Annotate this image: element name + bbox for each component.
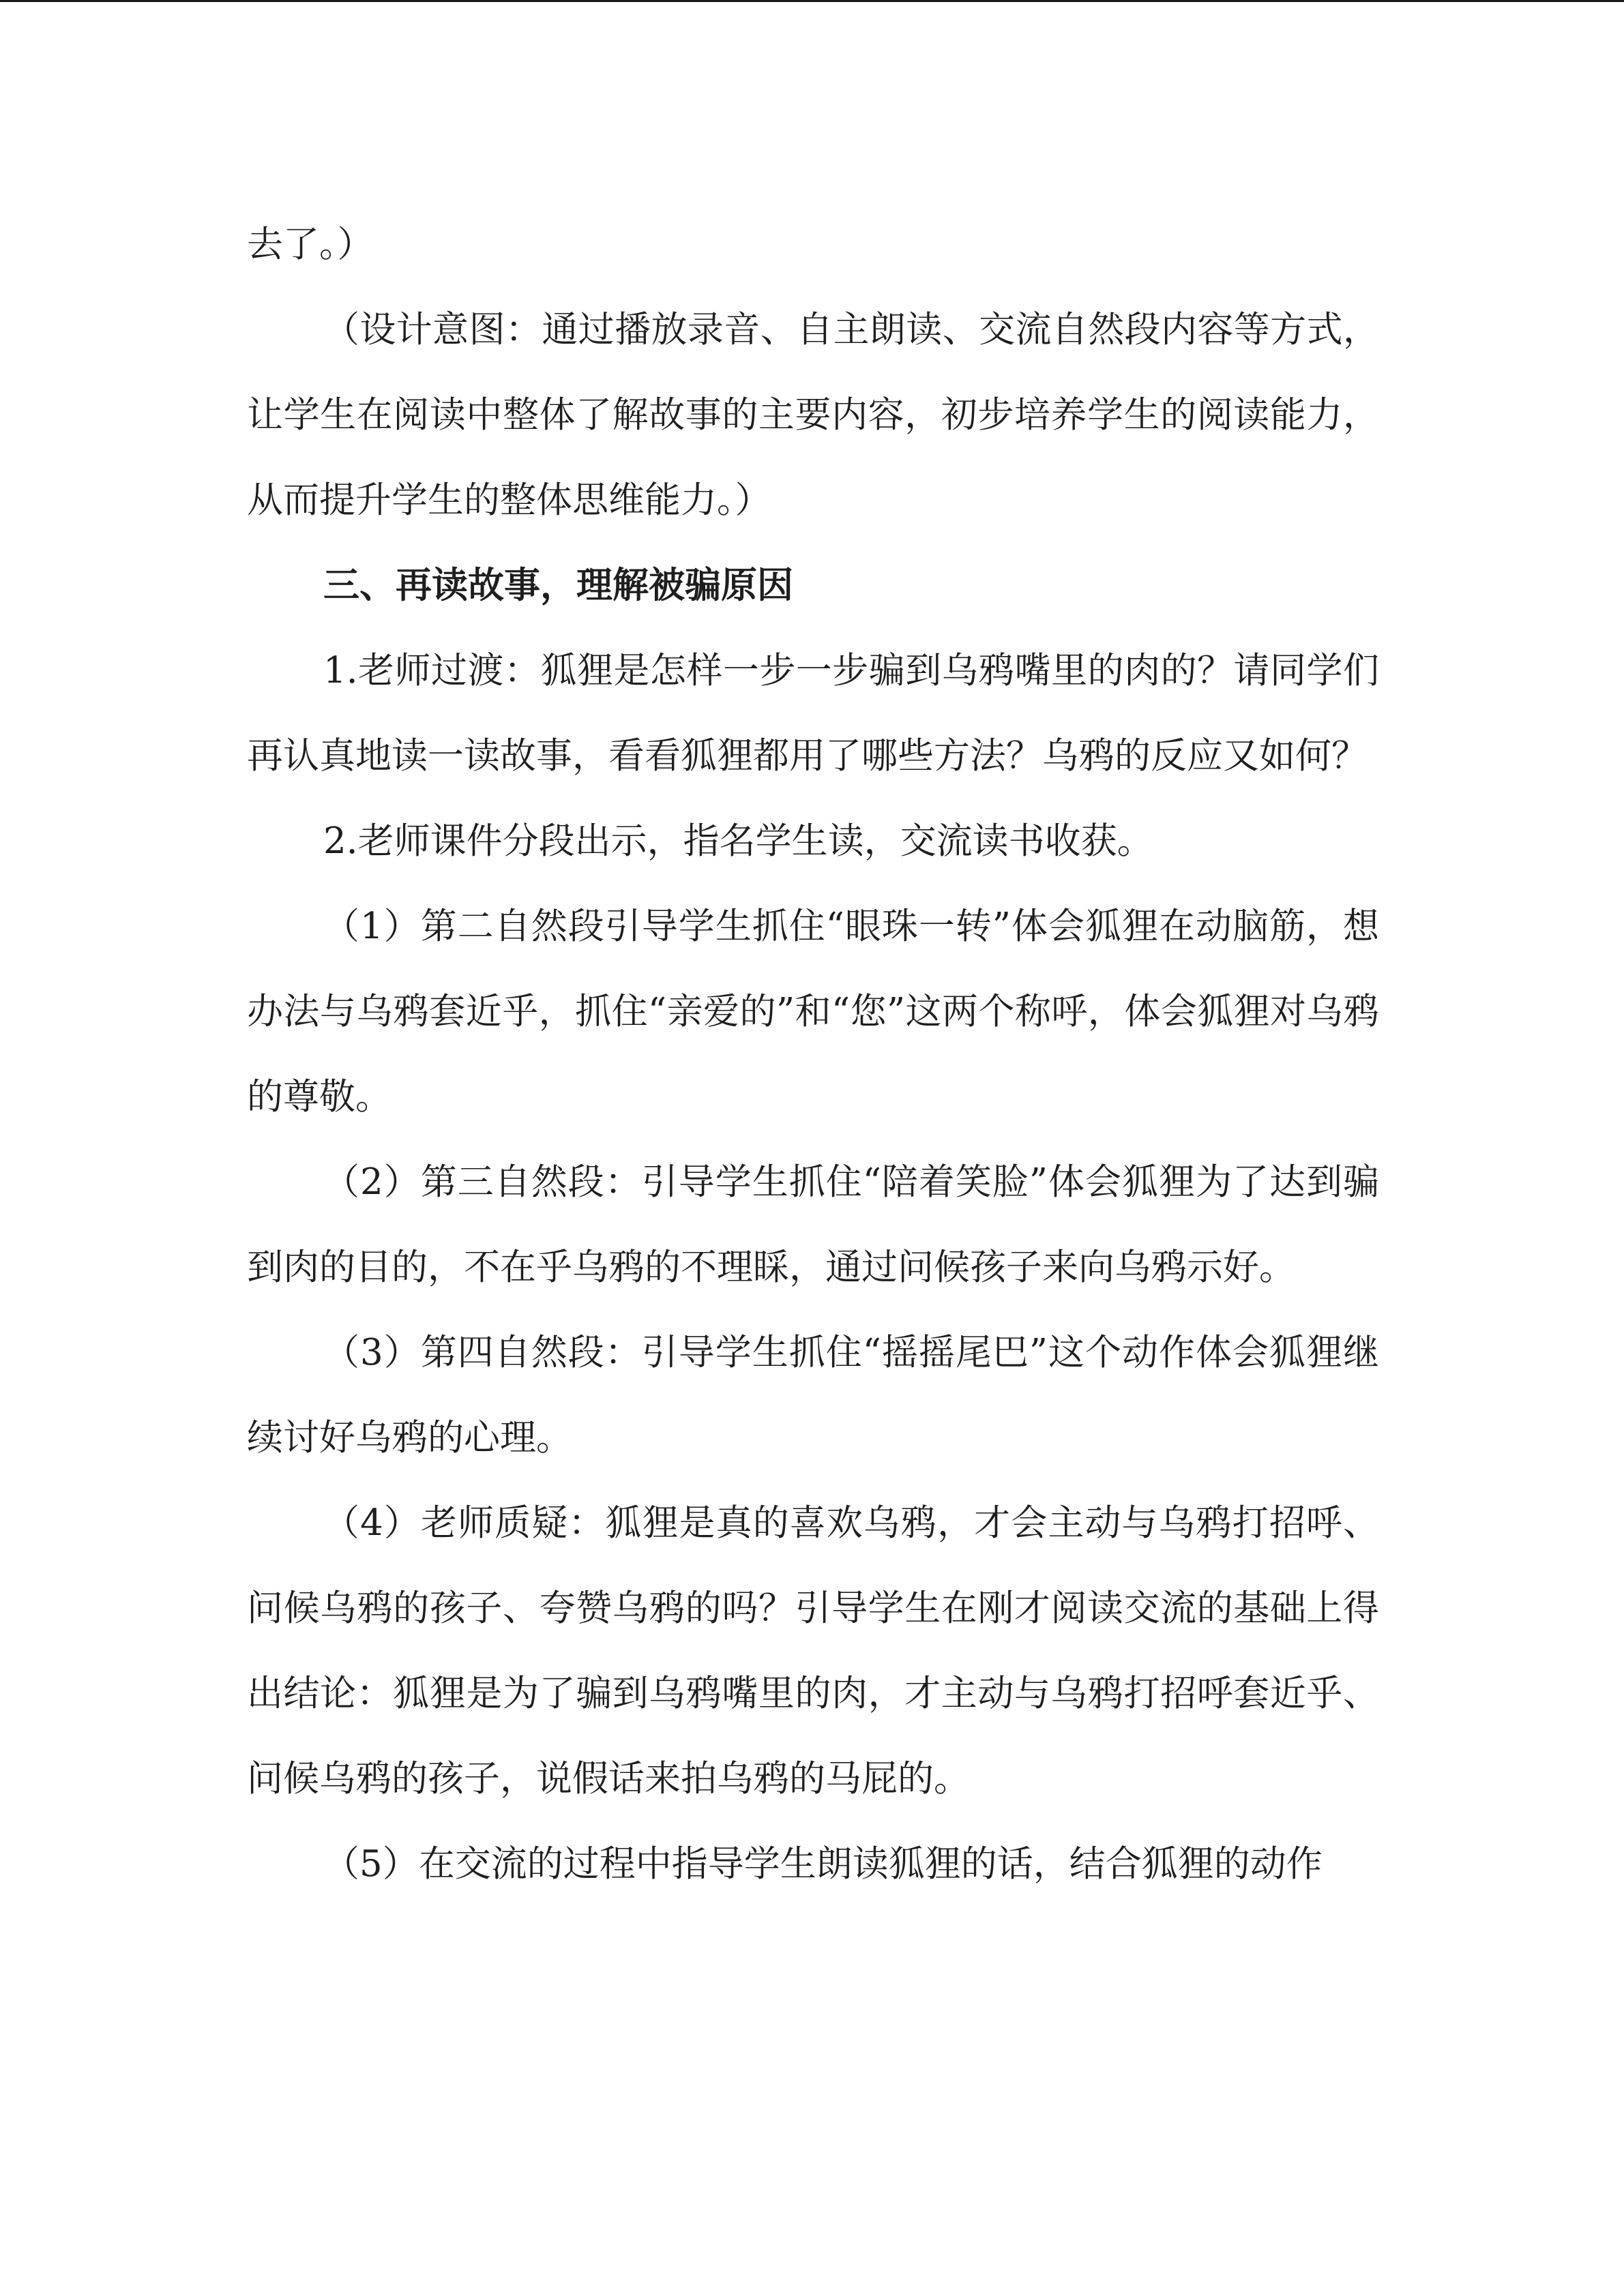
paragraph-item-5: （5）在交流的过程中指导学生朗读狐狸的话，结合狐狸的动作 xyxy=(323,1843,1323,1885)
document-body xyxy=(247,202,1379,1907)
page-top-border xyxy=(0,0,1624,2)
paragraph-step-1: 1.老师过渡：狐狸是怎样一步一步骗到乌鸦嘴里的肉的？请同学们再认真地读一读故事，看看狐狸都用了哪些方法？乌鸦的反应又如何？ xyxy=(247,650,1379,777)
paragraph-continuation: 去了。） xyxy=(247,224,374,265)
paragraph-design-intent: （设计意图：通过播放录音、自主朗读、交流自然段内容等方式，让学生在阅读中整体了解故事的主要内容，初步培养学生的阅读能力，从而提升学生的整体思维能力。） xyxy=(247,309,1379,521)
paragraph-item-2: （2）第三自然段：引导学生抓住“陪着笑脸”体会狐狸为了达到骗到肉的目的，不在乎乌鸦的不理睬，通过问候孩子来向乌鸦示好。 xyxy=(247,1161,1379,1288)
paragraph-item-1: （1）第二自然段引导学生抓住“眼珠一转”体会狐狸在动脑筋，想办法与乌鸦套近乎，抓住“亲爱的”和“您”这两个称呼，体会狐狸对乌鸦的尊敬。 xyxy=(247,906,1379,1118)
paragraph-item-3: （3）第四自然段：引导学生抓住“摇摇尾巴”这个动作体会狐狸继续讨好乌鸦的心理。 xyxy=(247,1332,1379,1459)
paragraph-item-4: （4）老师质疑：狐狸是真的喜欢乌鸦，才会主动与乌鸦打招呼、问候乌鸦的孩子、夸赞乌鸦的吗？引导学生在刚才阅读交流的基础上得出结论：狐狸是为了骗到乌鸦嘴里的肉，才主动与乌鸦打招呼套近乎、问候乌鸦的孩子，说假话来拍乌鸦的马屁的。 xyxy=(247,1502,1379,1800)
section-heading: 三、再读故事，理解被骗原因 xyxy=(323,564,793,606)
paragraph-step-2: 2.老师课件分段出示，指名学生读，交流读书收获。 xyxy=(323,820,1153,862)
